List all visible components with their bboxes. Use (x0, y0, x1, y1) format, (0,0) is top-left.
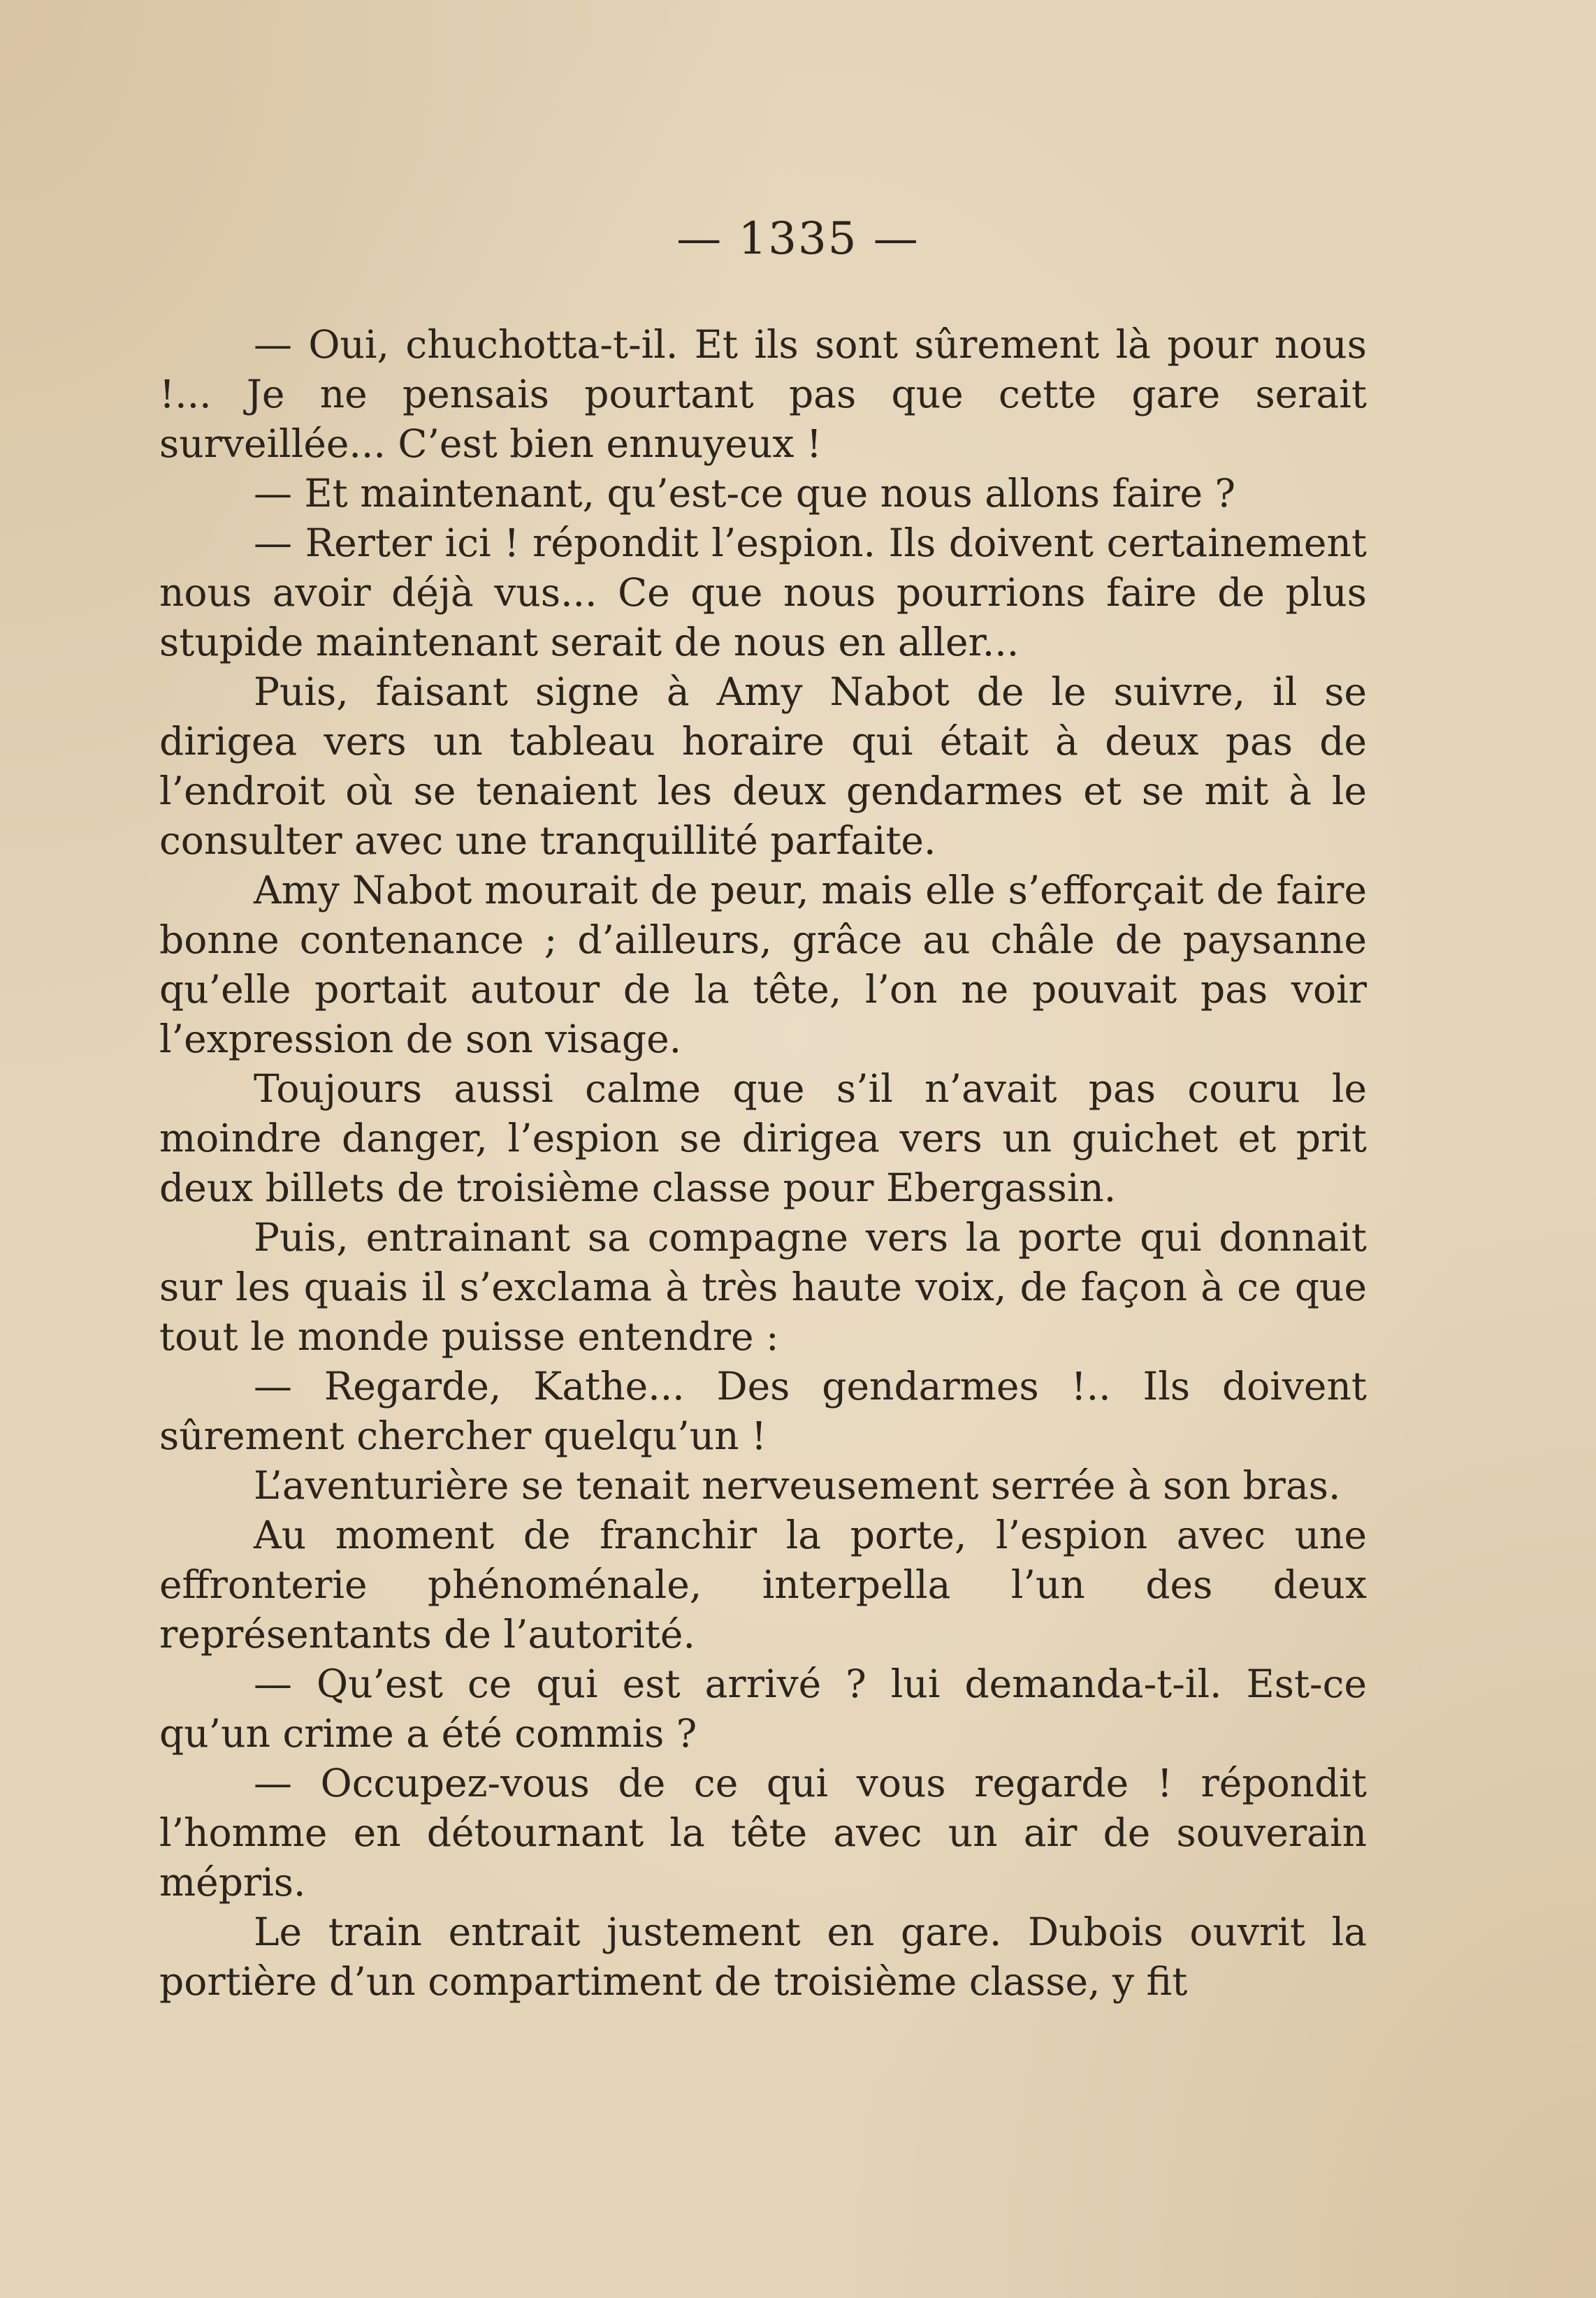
paragraph: — Et maintenant, qu’est-ce que nous allons faire ? (254, 471, 1236, 516)
paragraph: Puis, entrainant sa compagne vers la porte qui donnait sur les quais il s’exclama à très haute voix, de façon à ce que tout le monde puisse entendre : (159, 1215, 1367, 1359)
body-text (159, 320, 1367, 2007)
paragraph: — Rerter ici ! répondit l’espion. Ils doivent certainement nous avoir déjà vus... Ce que nous pourrions faire de plus stupide maintenant serait de nous en aller... (159, 521, 1367, 664)
paragraph: Amy Nabot mourait de peur, mais elle s’efforçait de faire bonne contenance ; d’ailleurs, grâce au châle de paysanne qu’elle portait autour de la tête, l’on ne pouvait pas voir l’expression de son visage. (159, 868, 1367, 1061)
paragraph: Toujours aussi calme que s’il n’avait pas couru le moindre danger, l’espion se dirigea vers un guichet et prit deux billets de troisième classe pour Ebergassin. (159, 1066, 1367, 1210)
paragraph: L’aventurière se tenait nerveusement serrée à son bras. (254, 1463, 1341, 1508)
paragraph: — Oui, chuchotta-t-il. Et ils sont sûrement là pour nous !... Je ne pensais pourtant pas que cette gare serait surveillée... C’est bien ennuyeux ! (159, 322, 1367, 466)
paragraph: Au moment de franchir la porte, l’espion avec une effronterie phénoménale, interpella l’un des deux représentants de l’autorité. (159, 1513, 1367, 1657)
paragraph: Puis, faisant signe à Amy Nabot de le suivre, il se dirigea vers un tableau horaire qui était à deux pas de l’endroit où se tenaient les deux gendarmes et se mit à le consulter avec une tranquillité parfaite. (159, 669, 1367, 863)
paragraph: — Occupez-vous de ce qui vous regarde ! répondit l’homme en détournant la tête avec un air de souverain mépris. (159, 1761, 1367, 1905)
page-number: — 1335 — (676, 213, 920, 265)
paragraph: Le train entrait justement en gare. Dubois ouvrit la portière d’un compartiment de troisième classe, y fit (159, 1910, 1367, 2004)
paragraph: — Qu’est ce qui est arrivé ? lui demanda-t-il. Est-ce qu’un crime a été commis ? (159, 1661, 1367, 1756)
paragraph: — Regarde, Kathe... Des gendarmes !.. Ils doivent sûrement chercher quelqu’un ! (159, 1364, 1367, 1458)
